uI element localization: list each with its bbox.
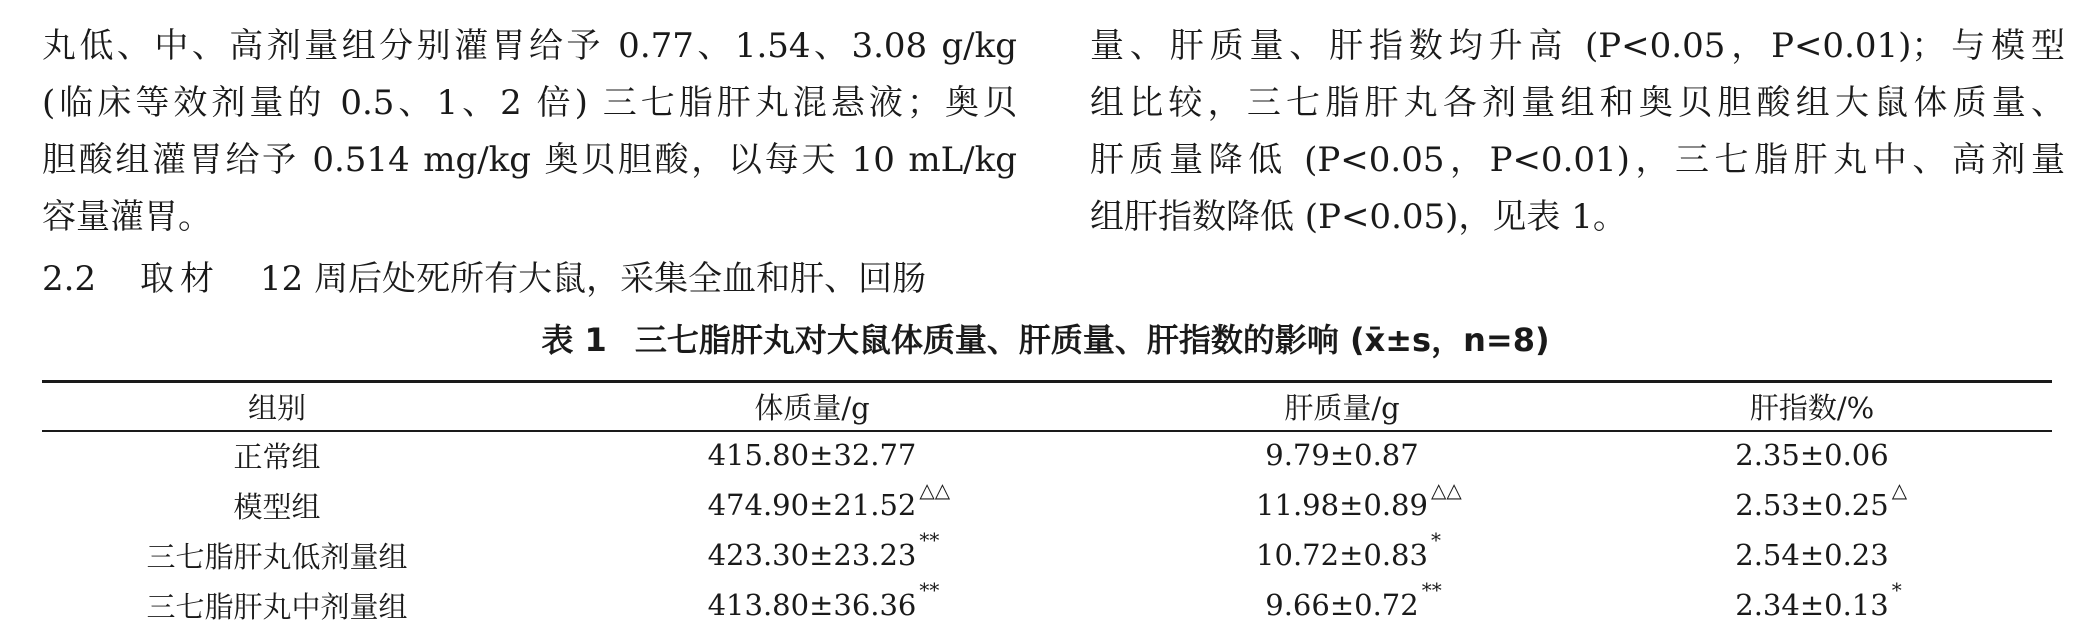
liver-mass-value: 10.72±0.83 — [1256, 538, 1428, 572]
liver-index-value: 2.35±0.06 — [1735, 438, 1889, 472]
right-paragraph-line: 组比较，三七脂肝丸各剂量组和奥贝胆酸组大鼠体质量、 — [1090, 83, 2065, 123]
left-paragraph-line: 容量灌胃。 — [42, 197, 212, 237]
liver-mass-cell — [1112, 430, 1572, 480]
liver-mass-cell — [1112, 530, 1572, 580]
significance-mark: * — [1891, 578, 1902, 602]
group-cell: 三七脂肝丸低剂量组 — [146, 539, 408, 574]
left-paragraph-line: 丸低、中、高剂量组分别灌胃给予 0.77、1.54、3.08 g/kg — [42, 26, 1017, 66]
body-mass-cell — [512, 580, 1112, 630]
body-mass-value: 423.30±23.23 — [707, 538, 917, 572]
section-text: 12 周后处死所有大鼠，采集全血和肝、回肠 — [260, 259, 927, 299]
liver-mass-cell — [1112, 580, 1572, 630]
table-header-row — [42, 383, 2052, 430]
table-row — [42, 580, 2052, 630]
group-cell: 三七脂肝丸中剂量组 — [146, 589, 408, 624]
right-paragraph-line: 组肝指数降低 (P<0.05)，见表 1。 — [1090, 197, 1627, 237]
liver-mass-value: 9.66±0.72 — [1265, 588, 1419, 622]
table-row — [42, 480, 2052, 530]
liver-mass-value: 9.79±0.87 — [1265, 438, 1419, 472]
column-header-body-mass: 体质量/g — [754, 391, 870, 425]
liver-index-cell — [1572, 480, 2052, 530]
section-title: 取材 — [140, 259, 220, 299]
table-row — [42, 530, 2052, 580]
section-heading-line — [42, 256, 1017, 302]
significance-mark: ** — [1421, 578, 1442, 602]
significance-mark: ** — [919, 528, 940, 552]
left-paragraph-line: (临床等效剂量的 0.5、1、2 倍) 三七脂肝丸混悬液；奥贝 — [42, 83, 1017, 123]
body-mass-value: 413.80±36.36 — [707, 588, 917, 622]
table-row — [42, 430, 2052, 480]
liver-index-cell — [1572, 580, 2052, 630]
table-caption-text: 三七脂肝丸对大鼠体质量、肝质量、肝指数的影响 (x̄±s，n=8) — [634, 321, 1550, 359]
column-header-group: 组别 — [247, 391, 306, 425]
body-mass-value: 415.80±32.77 — [707, 438, 917, 472]
liver-index-value: 2.34±0.13 — [1735, 588, 1889, 622]
column-header-liver-mass: 肝质量/g — [1284, 391, 1400, 425]
group-cell: 模型组 — [233, 489, 321, 524]
group-cell: 正常组 — [233, 439, 321, 474]
table-caption-label: 表 1 — [541, 321, 607, 359]
body-mass-value: 474.90±21.52 — [707, 488, 917, 522]
significance-mark: ** — [919, 578, 940, 602]
body-mass-cell — [512, 480, 1112, 530]
liver-index-value: 2.54±0.23 — [1735, 538, 1889, 572]
column-header-liver-index: 肝指数/% — [1749, 391, 1875, 425]
liver-index-value: 2.53±0.25 — [1735, 488, 1889, 522]
results-table — [42, 383, 2052, 630]
liver-mass-value: 11.98±0.89 — [1256, 488, 1428, 522]
body-mass-cell — [512, 530, 1112, 580]
significance-mark: △△ — [919, 478, 951, 502]
liver-index-cell — [1572, 530, 2052, 580]
right-paragraph-line: 量、肝质量、肝指数均升高 (P<0.05，P<0.01)；与模型 — [1090, 26, 2065, 66]
left-paragraph-line: 胆酸组灌胃给予 0.514 mg/kg 奥贝胆酸，以每天 10 mL/kg — [42, 140, 1017, 180]
section-number: 2.2 — [42, 259, 97, 299]
liver-mass-cell — [1112, 480, 1572, 530]
table-caption — [0, 318, 2091, 362]
significance-mark: △△ — [1430, 478, 1462, 502]
liver-index-cell — [1572, 430, 2052, 480]
significance-mark: △ — [1891, 478, 1908, 502]
body-mass-cell — [512, 430, 1112, 480]
significance-mark: * — [1430, 528, 1441, 552]
right-paragraph-line: 肝质量降低 (P<0.05，P<0.01)，三七脂肝丸中、高剂量 — [1090, 140, 2065, 180]
